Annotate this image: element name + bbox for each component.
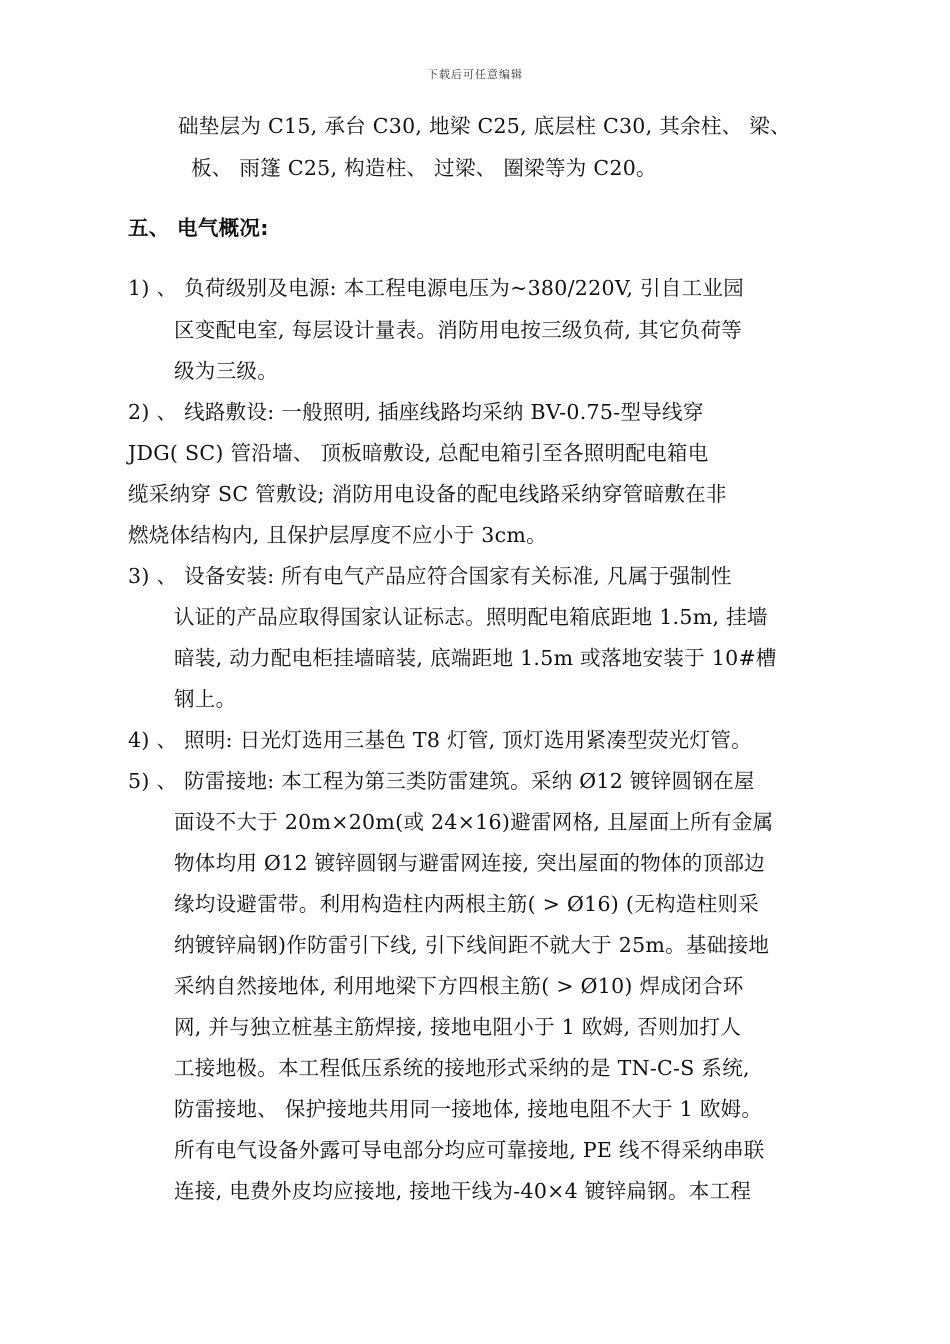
text-line: JDG( SC) 管沿墙、 顶板暗敷设, 总配电箱引至各照明配电箱电 [128,441,709,465]
text-line: 物体均用 Ø12 镀锌圆钢与避雷网连接, 突出屋面的物体的顶部边 [174,851,766,875]
text-line: 防雷接地、 保护接地共用同一接地体, 接地电阻不大于 1 欧姆。 [174,1097,763,1121]
text-line: 缘均设避雷带。利用构造柱内两根主筋( > Ø16) (无构造柱则采 [174,892,760,916]
text-line: 级为三级。 [174,359,278,383]
list-item-3: 3) 、 设备安装: 所有电气产品应符合国家有关标准, 凡属于强制性 [128,564,732,588]
text-line: 础垫层为 C15, 承台 C30, 地梁 C25, 底层柱 C30, 其余柱、 梁、 [178,114,791,138]
text-line: 连接, 电费外皮均应接地, 接地干线为-40×4 镀锌扁钢。本工程 [174,1179,752,1203]
text-line: 暗装, 动力配电柜挂墙暗装, 底端距地 1.5m 或落地安装于 10#槽 [174,646,777,670]
text-line: 燃烧体结构内, 且保护层厚度不应小于 3cm。 [128,523,547,547]
list-item-2: 2) 、 线路敷设: 一般照明, 插座线路均采纳 BV-0.75-型导线穿 [128,400,704,424]
text-line: 板、 雨篷 C25, 构造柱、 过梁、 圈梁等为 C20。 [191,156,657,180]
text-line: 区变配电室, 每层设计量表。消防用电按三级负荷, 其它负荷等 [174,318,743,342]
text-line: 面设不大于 20m×20m(或 24×16)避雷网格, 且屋面上所有金属 [174,810,774,834]
text-line: 所有电气设备外露可导电部分均应可靠接地, PE 线不得采纳串联 [174,1138,765,1162]
text-line: 钢上。 [174,687,237,711]
list-item-4: 4) 、 照明: 日光灯选用三基色 T8 灯管, 顶灯选用紧凑型荧光灯管。 [128,728,752,752]
text-line: 网, 并与独立桩基主筋焊接, 接地电阻小于 1 欧姆, 否则加打人 [174,1015,742,1039]
section-heading: 五、 电气概况: [128,216,269,240]
text-line: 工接地极。本工程低压系统的接地形式采纳的是 TN-C-S 系统, [174,1056,750,1080]
text-line: 采纳自然接地体, 利用地梁下方四根主筋( > Ø10) 焊成闭合环 [174,974,744,998]
text-line: 纳镀锌扁钢)作防雷引下线, 引下线间距不就大于 25m。基础接地 [174,933,770,957]
page-header: 下载后可任意编辑 [427,68,523,81]
list-item-1: 1) 、 负荷级别及电源: 本工程电源电压为~380/220V, 引自工业园 [128,276,744,300]
list-item-5: 5) 、 防雷接地: 本工程为第三类防雷建筑。采纳 Ø12 镀锌圆钢在屋 [128,769,755,793]
text-line: 认证的产品应取得国家认证标志。照明配电箱底距地 1.5m, 挂墙 [174,605,768,629]
text-line: 缆采纳穿 SC 管敷设; 消防用电设备的配电线路采纳穿管暗敷在非 [128,482,727,506]
